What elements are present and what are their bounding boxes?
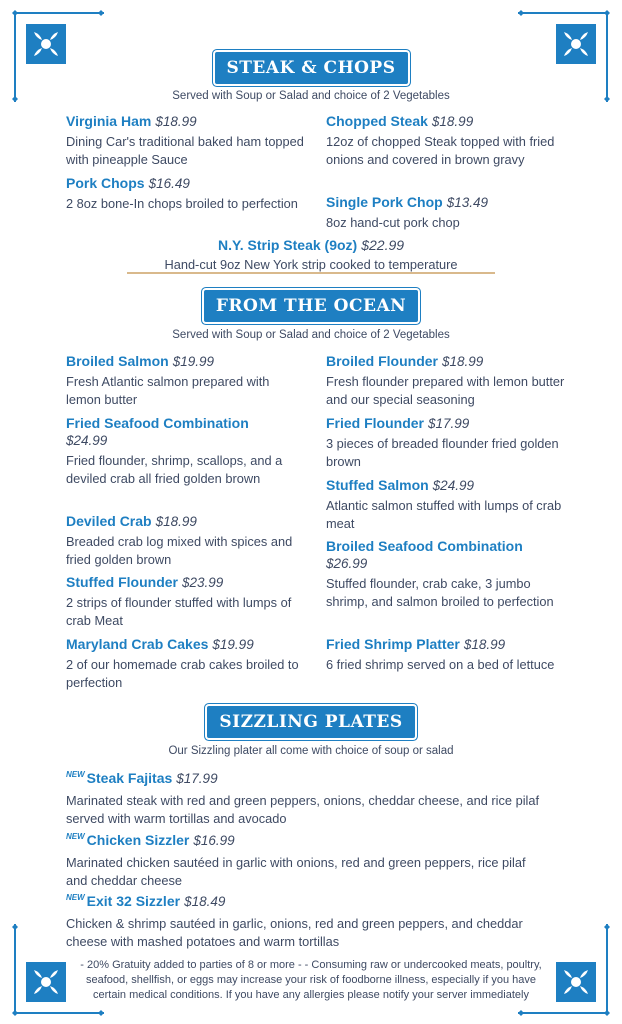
section-title: SIZZLING PLATES (207, 706, 414, 738)
item-description: 3 pieces of breaded flounder fried golden brown (326, 436, 559, 469)
item-price: $24.99 (66, 433, 108, 448)
menu-item (326, 112, 556, 169)
item-description: Hand-cut 9oz New York strip cooked to temperature (164, 257, 458, 272)
featured-menu-item (0, 236, 622, 274)
menu-item (326, 352, 566, 409)
item-price: $18.99 (442, 354, 484, 369)
item-description: Stuffed flounder, crab cake, 3 jumbo shrimp, and salmon broiled to perfection (326, 576, 554, 609)
new-badge: NEW (66, 770, 85, 779)
item-description: Marinated chicken sautéed in garlic with onions, red and green peppers, rice pilaf and cheddar cheese (66, 855, 526, 888)
item-description: Marinated steak with red and green peppers, onions, cheddar cheese, and rice pilaf served with warm tortillas and avocado (66, 793, 540, 826)
section-title: FROM THE OCEAN (204, 290, 418, 322)
item-description: Dining Car's traditional baked ham topped with pineapple Sauce (66, 134, 304, 167)
item-price: $16.49 (148, 176, 190, 191)
item-name: Steak Fajitas (86, 770, 173, 786)
item-price: $19.99 (172, 354, 214, 369)
item-name: Single Pork Chop (326, 194, 443, 210)
menu-item (326, 193, 566, 232)
menu-item (66, 112, 306, 169)
item-name: Broiled Salmon (66, 353, 169, 369)
item-price: $16.99 (193, 833, 235, 848)
item-description: Fresh flounder prepared with lemon butter and our special seasoning (326, 374, 565, 407)
item-price: $18.99 (155, 514, 197, 529)
section-subtitle: Served with Soup or Salad and choice of 2 Vegetables (172, 329, 450, 341)
section-subtitle: Served with Soup or Salad and choice of 2 Vegetables (172, 90, 450, 102)
item-description: 2 strips of flounder stuffed with lumps of crab Meat (66, 595, 292, 628)
item-name: Chicken Sizzler (86, 832, 190, 848)
menu-item (66, 573, 306, 630)
steak-chops-banner (0, 52, 622, 84)
item-description: Chicken & shrimp sautéed in garlic, onions, red and green peppers, and cheddar cheese with mashed potatoes and warm tortillas (66, 916, 523, 949)
item-price: $18.99 (463, 637, 506, 652)
item-description: Fresh Atlantic salmon prepared with lemon butter (66, 374, 270, 407)
menu-item (326, 414, 566, 471)
menu-item (326, 635, 566, 674)
item-price: $24.99 (432, 478, 474, 493)
menu-item (66, 892, 546, 951)
item-price: $23.99 (182, 575, 224, 590)
item-price: $18.99 (431, 114, 474, 129)
item-name: Chopped Steak (326, 113, 428, 129)
item-description: 6 fried shrimp served on a bed of lettuce (326, 657, 555, 672)
item-description: 12oz of chopped Steak topped with fried onions and covered in brown gravy (326, 134, 555, 167)
item-name: Broiled Seafood Combination (326, 538, 523, 554)
menu-item (66, 831, 546, 890)
ocean-banner (0, 290, 622, 322)
item-price: $18.49 (184, 894, 226, 909)
menu-item (66, 769, 546, 828)
item-price: $26.99 (326, 556, 368, 571)
menu-item (326, 476, 566, 533)
item-name: Stuffed Salmon (326, 477, 429, 493)
item-description: 2 of our homemade crab cakes broiled to perfection (66, 657, 299, 690)
item-name: Fried Seafood Combination (66, 415, 249, 431)
item-name: Maryland Crab Cakes (66, 636, 209, 652)
item-name: Broiled Flounder (326, 353, 438, 369)
menu-item (66, 512, 306, 569)
item-name: Deviled Crab (66, 513, 152, 529)
new-badge: NEW (66, 832, 85, 841)
item-name: Fried Flounder (326, 415, 424, 431)
item-description: Atlantic salmon stuffed with lumps of crab meat (326, 498, 562, 531)
item-description: Breaded crab log mixed with spices and fried golden brown (66, 534, 293, 567)
item-description: Fried flounder, shrimp, scallops, and a deviled crab all fried golden brown (66, 453, 283, 486)
item-name: Pork Chops (66, 175, 145, 191)
item-price: $22.99 (361, 237, 405, 253)
menu-item (66, 414, 306, 488)
item-name: Virginia Ham (66, 113, 152, 129)
sizzling-banner (0, 706, 622, 738)
menu-item (326, 537, 556, 611)
item-name: Stuffed Flounder (66, 574, 178, 590)
item-price: $13.49 (446, 195, 488, 210)
menu-item (66, 174, 306, 213)
footer-disclaimer: - 20% Gratuity added to parties of 8 or more - - Consuming raw or undercooked meats, poultry, seafood, shellfish, or eggs may increase your risk of foodborne illness, especially if you have certain medical conditions. If you have any allergies please notify your server immediately (80, 959, 542, 1001)
item-name: N.Y. Strip Steak (9oz) (217, 237, 358, 253)
item-name: Exit 32 Sizzler (86, 893, 181, 909)
item-price: $17.99 (428, 416, 470, 431)
section-divider (127, 272, 495, 274)
item-price: $19.99 (212, 637, 254, 652)
section-subtitle: Our Sizzling plater all come with choice of soup or salad (168, 745, 454, 757)
item-name: Fried Shrimp Platter (326, 636, 460, 652)
item-price: $18.99 (155, 114, 197, 129)
item-description: 8oz hand-cut pork chop (326, 215, 460, 230)
item-price: $17.99 (176, 771, 218, 786)
new-badge: NEW (66, 893, 85, 902)
menu-item (66, 635, 306, 692)
section-title: STEAK & CHOPS (215, 52, 408, 84)
menu-item (66, 352, 306, 409)
item-description: 2 8oz bone-In chops broiled to perfection (66, 196, 298, 211)
